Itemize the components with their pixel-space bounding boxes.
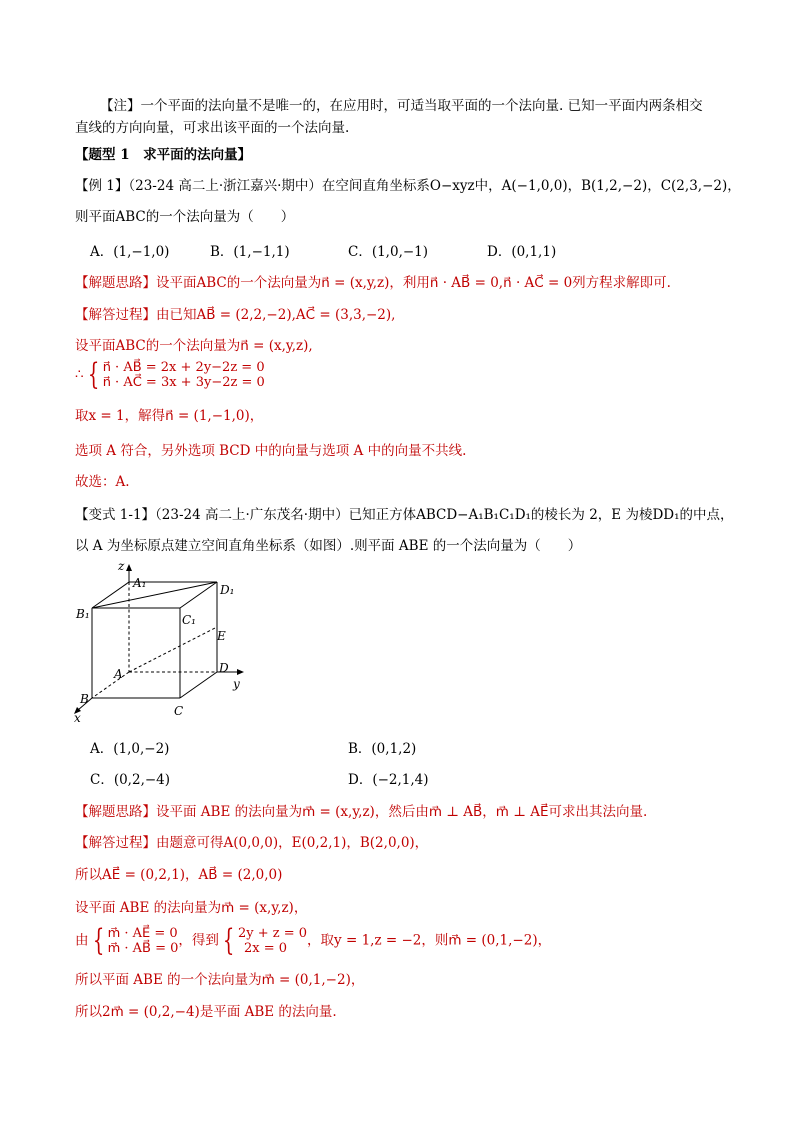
label-d1: D₁	[220, 583, 235, 597]
label-a: A	[114, 667, 123, 681]
note-line-1: 【注】一个平面的法向量不是唯一的，在应用时，可适当取平面的一个法向量. 已知一平面内两条相交	[100, 98, 703, 114]
example1-process-line-4: 选项 A 符合，另外选项 BCD 中的向量与选项 A 中的向量不共线.	[75, 443, 467, 459]
section-title: 【题型 1 求平面的法向量】	[75, 147, 252, 163]
left-brace-icon: {	[92, 923, 104, 958]
variant1-process-line-5: 所以2m⃗ = (0,2,−4)是平面 ABE 的法向量.	[75, 1004, 337, 1020]
variant1-question-line-2: 以 A 为坐标原点建立空间直角坐标系（如图）.则平面 ABE 的一个法向量为（ ）	[75, 538, 582, 554]
x-axis-label: x	[74, 711, 81, 725]
therefore-symbol: ∴	[75, 366, 84, 383]
get-label: ，得到	[178, 932, 219, 949]
example1-equation-system	[75, 357, 265, 392]
variant1-equation-line	[75, 923, 552, 958]
label-b1: B₁	[76, 607, 90, 621]
y-axis-label: y	[233, 677, 240, 691]
variant1-process-line-2: 所以AE⃗ = (0,2,1)，AB⃗ = (2,0,0)	[75, 867, 283, 883]
variant1-process-line-4: 所以平面 ABE 的一个法向量为m⃗ = (0,1,−2)，	[75, 972, 365, 988]
variant1-option-a: A．(1,0,−2)	[90, 741, 170, 757]
variant1-question-line-1: 【变式 1-1】（23-24 高二上·广东茂名·期中）已知正方体ABCD−A₁B₁C₁D₁的棱长为 2，E 为棱DD₁的中点，	[75, 507, 734, 523]
example1-option-a: A．(1,−1,0)	[90, 244, 170, 260]
example1-process-line-3: 取x = 1，解得n⃗ = (1,−1,0)，	[75, 408, 264, 424]
example1-idea: 【解题思路】设平面ABC的一个法向量为n⃗ = (x,y,z)，利用n⃗ · AB⃗ = 0,n⃗ · AC⃗ = 0列方程求解即可.	[75, 275, 671, 291]
left-brace-icon: {	[87, 357, 99, 392]
variant1-process-line-3: 设平面 ABE 的法向量为m⃗ = (x,y,z)，	[75, 900, 308, 916]
you-label: 由	[75, 932, 89, 949]
label-a1: A₁	[133, 576, 147, 590]
variant1-equation-b1: 2y + z = 0	[237, 926, 308, 941]
variant1-idea: 【解题思路】设平面 ABE 的法向量为m⃗ = (x,y,z)，然后由m⃗ ⊥ AB⃗，m⃗ ⊥ AE⃗可求出其法向量.	[75, 804, 648, 820]
left-brace-icon: {	[222, 923, 235, 958]
note-line-2: 直线的方向向量，可求出该平面的一个法向量.	[75, 120, 350, 136]
example1-answer: 故选：A.	[75, 474, 130, 490]
variant1-option-d: D．(−2,1,4)	[348, 772, 429, 788]
example1-option-d: D．(0,1,1)	[487, 244, 557, 260]
label-b: B	[80, 692, 89, 706]
example1-process-line-2: 设平面ABC的一个法向量为n⃗ = (x,y,z),	[75, 338, 313, 354]
example1-question-line-1: 【例 1】（23-24 高二上·浙江嘉兴·期中）在空间直角坐标系O−xyz中，A(−1,0,0)，B(1,2,−2)，C(2,3,−2)，	[75, 178, 741, 194]
variant1-option-c: C．(0,2,−4)	[90, 772, 171, 788]
label-c: C	[174, 704, 184, 718]
example1-option-c: C．(1,0,−1)	[348, 244, 429, 260]
label-e: E	[217, 629, 226, 643]
variant1-equation-a2: m⃗ · AB⃗ = 0	[107, 941, 179, 956]
example1-equation-2: n⃗ · AC⃗ = 3x + 3y−2z = 0	[102, 375, 265, 390]
variant1-equation-a1: m⃗ · AE⃗ = 0	[107, 926, 178, 941]
variant1-option-b: B．(0,1,2)	[348, 741, 417, 757]
example1-option-b: B．(1,−1,1)	[210, 244, 290, 260]
example1-question-line-2: 则平面ABC的一个法向量为（ ）	[75, 209, 295, 225]
label-c1: C₁	[182, 613, 196, 627]
z-axis-label: z	[118, 560, 125, 573]
example1-equation-1: n⃗ · AB⃗ = 2x + 2y−2z = 0	[102, 360, 265, 375]
variant1-equation-tail: ，取y = 1,z = −2，则m⃗ = (0,1,−2)，	[307, 932, 552, 949]
variant1-process-line-1: 【解答过程】由题意可得A(0,0,0)，E(0,2,1)，B(2,0,0)，	[75, 835, 429, 851]
variant1-equation-b2: 2x = 0	[243, 941, 288, 956]
example1-process-line-1: 【解答过程】由已知AB⃗ = (2,2,−2),AC⃗ = (3,3,−2),	[75, 307, 396, 323]
label-d: D	[219, 661, 229, 675]
cube-coordinate-figure	[70, 560, 260, 725]
